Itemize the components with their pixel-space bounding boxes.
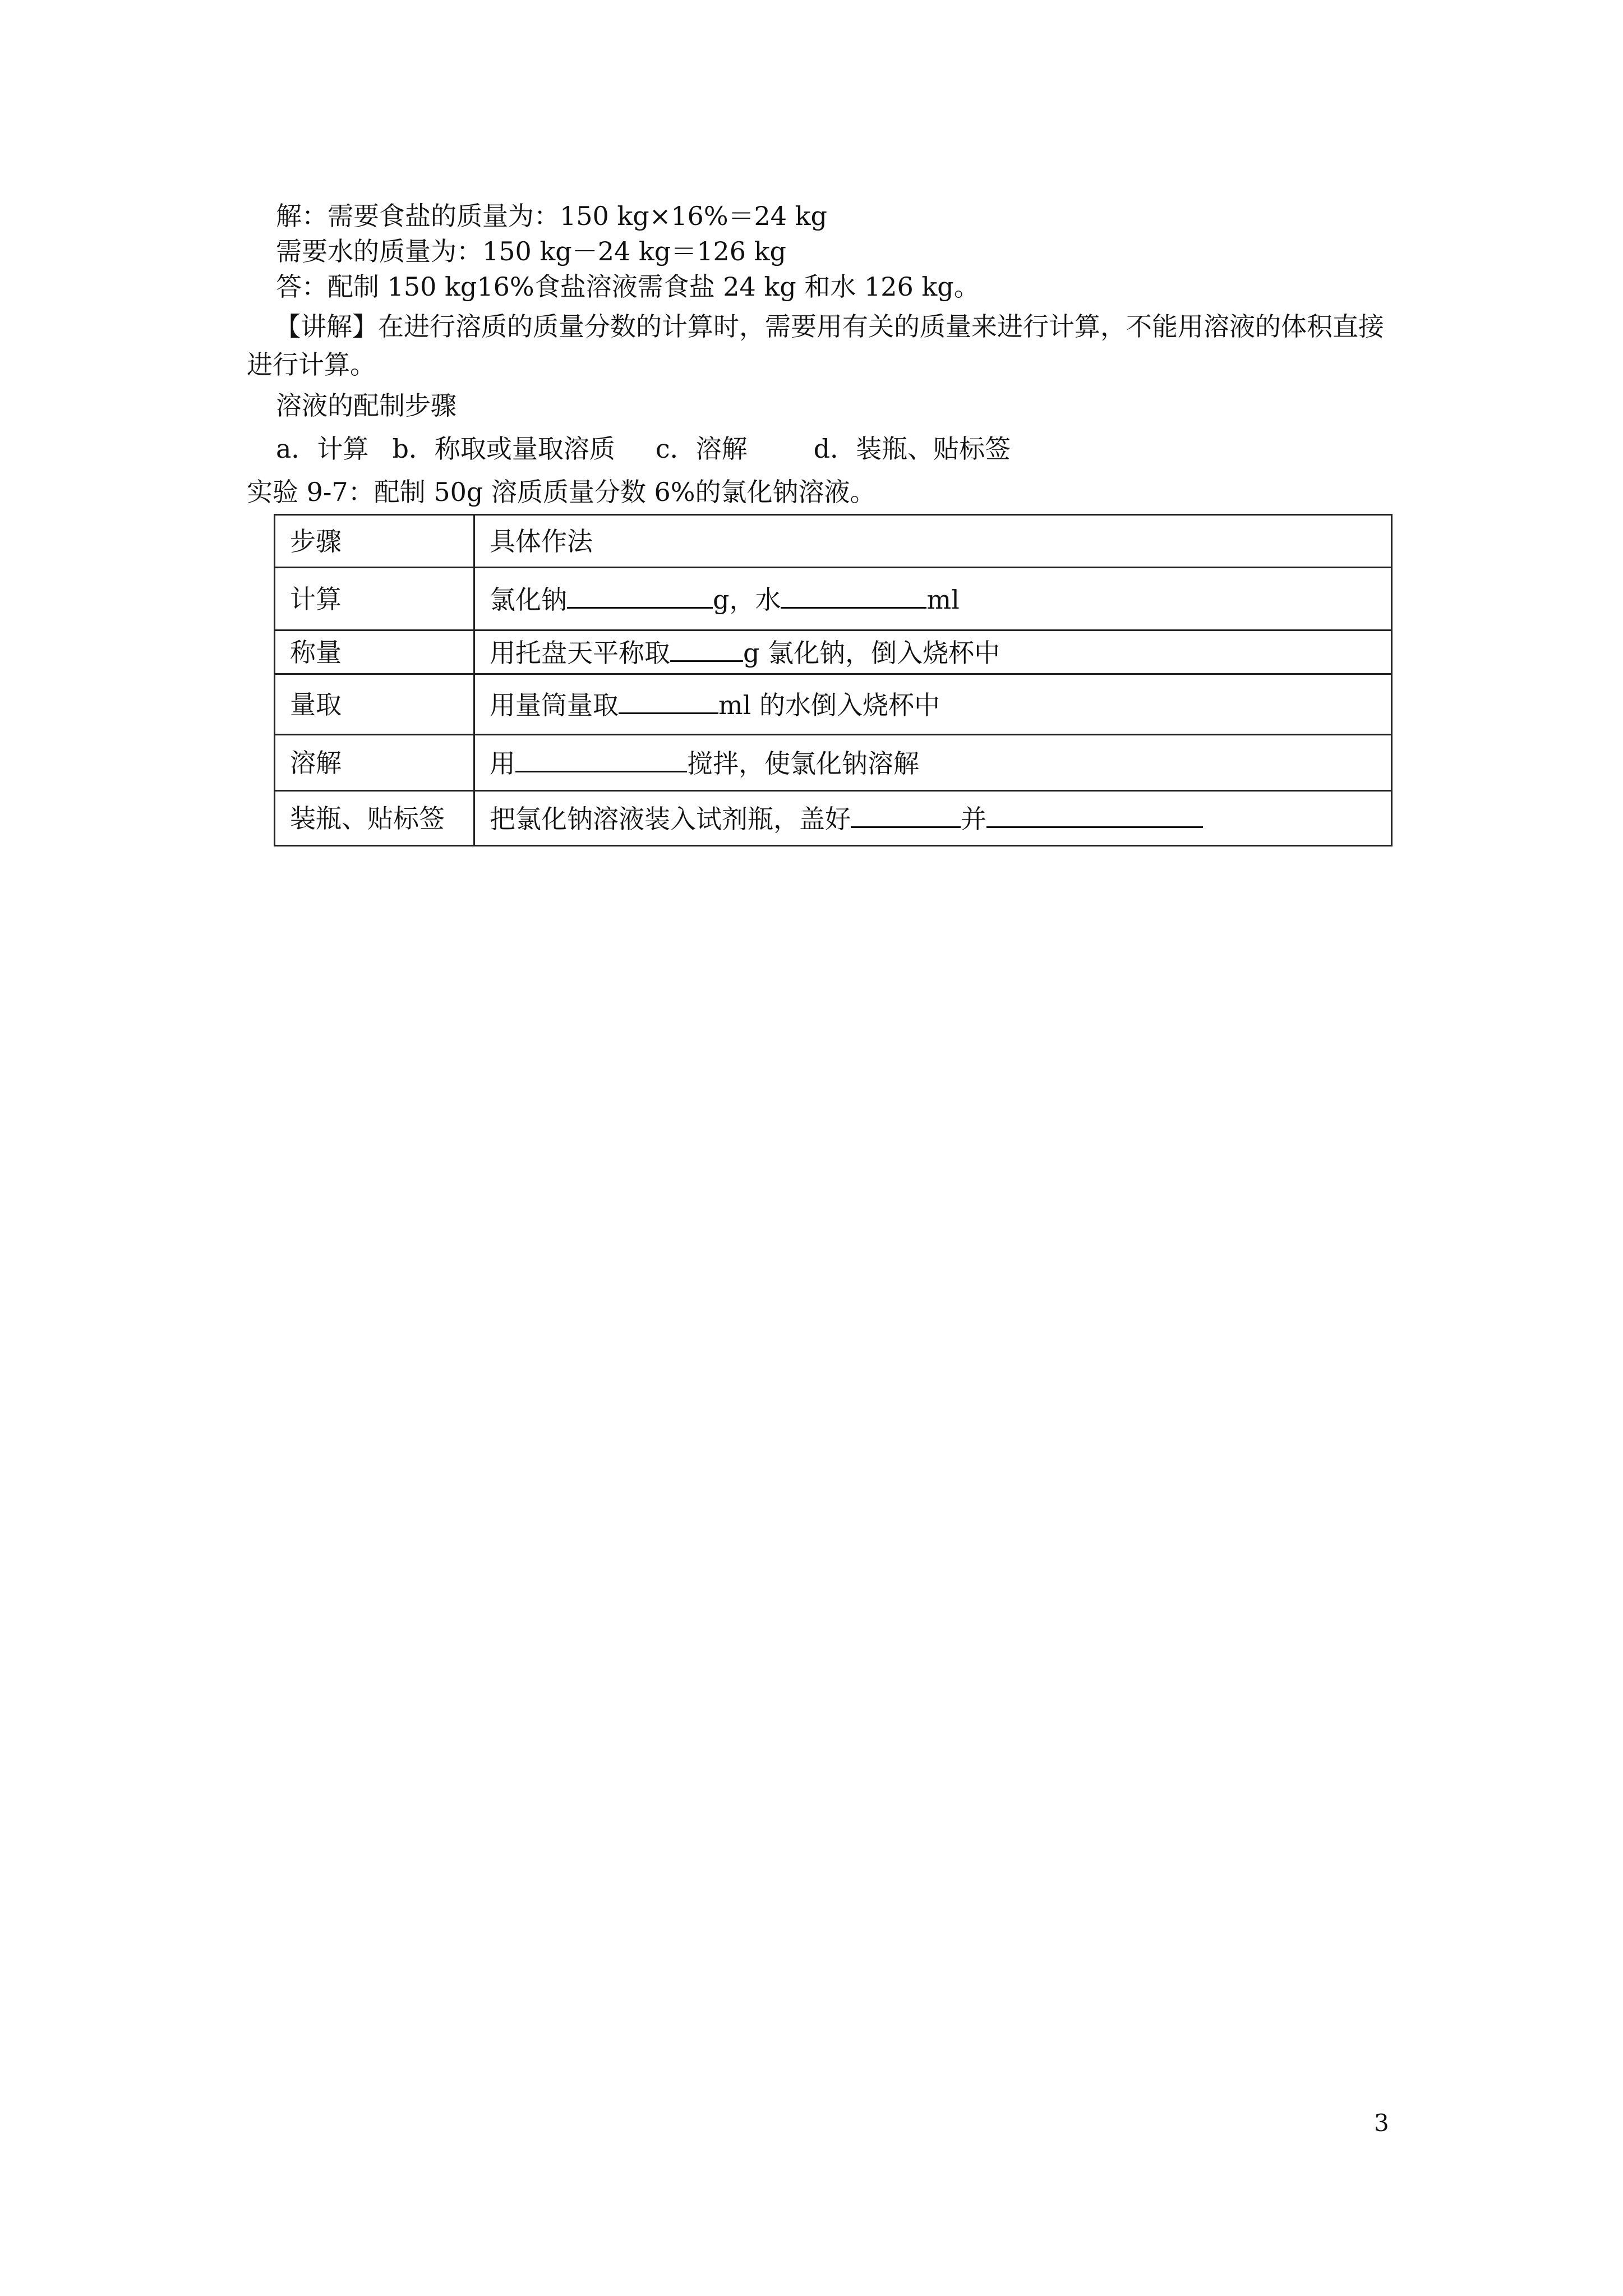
label-blank[interactable] — [986, 802, 1203, 828]
weigh-mass-blank[interactable] — [670, 636, 743, 662]
row-step-calc: 计算 — [275, 568, 474, 631]
row-method-dissolve: 用 搅拌，使氯化钠溶解 — [474, 735, 1392, 791]
row-method-bottle: 把氯化钠溶液装入试剂瓶，盖好 并 — [474, 791, 1392, 846]
explanation-paragraph: 【讲解】在进行溶质的质量分数的计算时，需要用有关的质量来进行计算，不能用溶液的体积直接进行计算。 — [247, 311, 1384, 380]
row-step-weigh: 称量 — [275, 631, 474, 674]
row-step-bottle: 装瓶、贴标签 — [275, 791, 474, 846]
step-weigh: b．称取或量取溶质 — [392, 434, 615, 464]
row-method-calc: 氯化钠 g，水 ml — [474, 568, 1392, 631]
steps-heading: 溶液的配制步骤 — [276, 390, 457, 421]
solution-line-2: 需要水的质量为：150 kg－24 kg＝126 kg — [276, 236, 786, 266]
header-method: 具体作法 — [474, 515, 1392, 568]
measure-volume-blank[interactable] — [619, 688, 718, 714]
step-calc: a．计算 — [276, 434, 369, 464]
procedure-table — [274, 514, 1393, 846]
table-row — [275, 791, 1392, 846]
table-row — [275, 735, 1392, 791]
solution-answer-line: 答：配制 150 kg16%食盐溶液需食盐 24 kg 和水 126 kg。 — [276, 272, 980, 302]
row-step-measure: 量取 — [275, 674, 474, 735]
table-row — [275, 568, 1392, 631]
step-bottle: d．装瓶、贴标签 — [813, 434, 1011, 464]
cap-blank[interactable] — [851, 802, 961, 828]
row-method-measure: 用量筒量取 ml 的水倒入烧杯中 — [474, 674, 1392, 735]
water-volume-blank[interactable] — [781, 582, 926, 609]
header-step: 步骤 — [275, 515, 474, 568]
steps-list — [276, 432, 1011, 466]
experiment-title: 实验 9-7：配制 50g 溶质质量分数 6%的氯化钠溶液。 — [247, 477, 876, 507]
row-step-dissolve: 溶解 — [275, 735, 474, 791]
table-row — [275, 631, 1392, 674]
stir-tool-blank[interactable] — [515, 746, 687, 772]
row-method-weigh: 用托盘天平称取 g 氯化钠，倒入烧杯中 — [474, 631, 1392, 674]
nacl-mass-blank[interactable] — [567, 582, 713, 609]
table-row — [275, 674, 1392, 735]
step-dissolve: c．溶解 — [655, 434, 748, 464]
table-header-row — [275, 515, 1392, 568]
page-number: 3 — [1374, 2109, 1389, 2137]
solution-line-1: 解：需要食盐的质量为：150 kg×16%＝24 kg — [276, 201, 828, 231]
